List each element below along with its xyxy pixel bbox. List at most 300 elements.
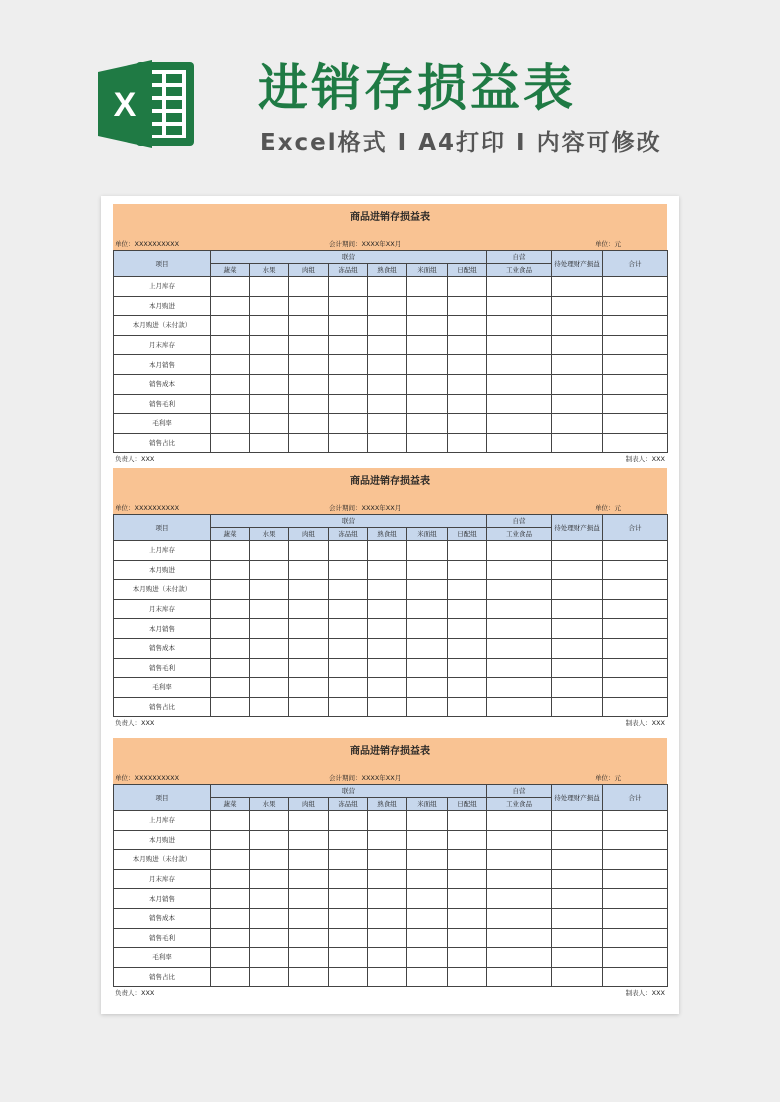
table-cell[interactable] (487, 335, 552, 355)
table-cell[interactable] (289, 869, 329, 889)
table-cell[interactable] (329, 296, 368, 316)
table-cell[interactable] (211, 697, 250, 717)
table-cell[interactable] (250, 394, 289, 414)
table-cell[interactable] (487, 869, 552, 889)
currency-label: 单位：元 (595, 774, 621, 782)
table-cell[interactable] (603, 296, 668, 316)
table-cell[interactable] (487, 967, 552, 987)
table-cell[interactable] (289, 541, 329, 561)
table-cell[interactable] (448, 599, 487, 619)
table-cell[interactable] (289, 394, 329, 414)
table-cell[interactable] (368, 394, 407, 414)
table-cell[interactable] (603, 374, 668, 394)
row-label: 销售占比 (114, 697, 211, 717)
table-row (114, 658, 668, 678)
table-cell[interactable] (250, 948, 289, 968)
table-cell[interactable] (552, 541, 603, 561)
table-cell[interactable] (289, 967, 329, 987)
table-cell[interactable] (329, 433, 368, 453)
table-cell[interactable] (407, 658, 448, 678)
table-cell[interactable] (552, 889, 603, 909)
table-cell[interactable] (211, 830, 250, 850)
column-header-joint-sub: 日配组 (448, 798, 487, 811)
column-header-pending: 待处理财产损益 (552, 515, 603, 541)
table-cell[interactable] (289, 889, 329, 909)
table-cell[interactable] (289, 355, 329, 375)
table-cell[interactable] (289, 296, 329, 316)
table-cell[interactable] (603, 638, 668, 658)
table-cell[interactable] (368, 355, 407, 375)
table-cell[interactable] (407, 599, 448, 619)
table-cell[interactable] (603, 335, 668, 355)
table-cell[interactable] (552, 316, 603, 336)
table-row (114, 908, 668, 928)
column-header-joint-sub: 水果 (250, 528, 289, 541)
table-cell[interactable] (407, 541, 448, 561)
unit-label: 单位：XXXXXXXXXX (115, 774, 180, 782)
column-header-joint-sub: 米面组 (407, 264, 448, 277)
table-cell[interactable] (289, 928, 329, 948)
table-cell[interactable] (603, 277, 668, 297)
table-cell[interactable] (211, 658, 250, 678)
table-cell[interactable] (487, 374, 552, 394)
table-cell[interactable] (603, 599, 668, 619)
preparer-label: 制表人：XXX (625, 719, 665, 728)
table-cell[interactable] (250, 967, 289, 987)
table-cell[interactable] (487, 811, 552, 831)
table-cell[interactable] (250, 658, 289, 678)
table-cell[interactable] (329, 619, 368, 639)
table-cell[interactable] (552, 830, 603, 850)
table-cell[interactable] (368, 335, 407, 355)
table-cell[interactable] (329, 580, 368, 600)
statement-table (113, 514, 668, 717)
table-cell[interactable] (603, 619, 668, 639)
table-cell[interactable] (448, 541, 487, 561)
table-cell[interactable] (211, 277, 250, 297)
table-cell[interactable] (487, 678, 552, 698)
table-cell[interactable] (448, 928, 487, 948)
table-cell[interactable] (250, 619, 289, 639)
column-header-joint-sub: 肉组 (289, 528, 329, 541)
table-cell[interactable] (329, 394, 368, 414)
table-cell[interactable] (407, 697, 448, 717)
table-cell[interactable] (448, 658, 487, 678)
table-cell[interactable] (407, 908, 448, 928)
table-cell[interactable] (368, 619, 407, 639)
table-cell[interactable] (329, 908, 368, 928)
table-cell[interactable] (250, 580, 289, 600)
table-cell[interactable] (603, 433, 668, 453)
table-cell[interactable] (407, 638, 448, 658)
table-cell[interactable] (603, 560, 668, 580)
table-cell[interactable] (603, 541, 668, 561)
table-cell[interactable] (289, 335, 329, 355)
table-cell[interactable] (407, 619, 448, 639)
table-cell[interactable] (368, 414, 407, 434)
table-cell[interactable] (407, 928, 448, 948)
table-cell[interactable] (603, 355, 668, 375)
table-cell[interactable] (329, 697, 368, 717)
table-cell[interactable] (211, 560, 250, 580)
table-cell[interactable] (552, 697, 603, 717)
table-cell[interactable] (448, 580, 487, 600)
table-cell[interactable] (211, 541, 250, 561)
table-cell[interactable] (552, 335, 603, 355)
table-cell[interactable] (603, 889, 668, 909)
column-header-pending: 待处理财产损益 (552, 251, 603, 277)
table-cell[interactable] (487, 599, 552, 619)
table-cell[interactable] (407, 830, 448, 850)
table-cell[interactable] (448, 889, 487, 909)
table-cell[interactable] (211, 678, 250, 698)
table-cell[interactable] (289, 414, 329, 434)
table-cell[interactable] (552, 869, 603, 889)
table-cell[interactable] (603, 414, 668, 434)
table-cell[interactable] (448, 433, 487, 453)
table-row (114, 889, 668, 909)
table-cell[interactable] (211, 580, 250, 600)
table-cell[interactable] (211, 967, 250, 987)
table-cell[interactable] (487, 394, 552, 414)
table-row (114, 316, 668, 336)
table-cell[interactable] (329, 541, 368, 561)
table-cell[interactable] (603, 580, 668, 600)
table-cell[interactable] (250, 697, 289, 717)
table-cell[interactable] (448, 697, 487, 717)
table-cell[interactable] (487, 316, 552, 336)
table-cell[interactable] (368, 811, 407, 831)
table-cell[interactable] (407, 869, 448, 889)
table-cell[interactable] (368, 638, 407, 658)
table-cell[interactable] (368, 889, 407, 909)
table-cell[interactable] (250, 638, 289, 658)
table-cell[interactable] (407, 335, 448, 355)
column-header-item: 项目 (114, 251, 211, 277)
table-cell[interactable] (329, 869, 368, 889)
table-cell[interactable] (329, 830, 368, 850)
table-cell[interactable] (552, 908, 603, 928)
table-cell[interactable] (250, 560, 289, 580)
table-cell[interactable] (487, 638, 552, 658)
table-cell[interactable] (448, 414, 487, 434)
table-cell[interactable] (487, 580, 552, 600)
table-cell[interactable] (329, 316, 368, 336)
table-cell[interactable] (448, 335, 487, 355)
column-header-total: 合计 (603, 515, 668, 541)
table-cell[interactable] (448, 869, 487, 889)
table-cell[interactable] (552, 967, 603, 987)
table-cell[interactable] (407, 580, 448, 600)
table-cell[interactable] (368, 948, 407, 968)
table-cell[interactable] (448, 811, 487, 831)
table-cell[interactable] (407, 414, 448, 434)
table-cell[interactable] (487, 433, 552, 453)
table-cell[interactable] (407, 948, 448, 968)
table-cell[interactable] (289, 678, 329, 698)
column-header-total: 合计 (603, 251, 668, 277)
table-cell[interactable] (603, 697, 668, 717)
table-cell[interactable] (211, 433, 250, 453)
table-cell[interactable] (448, 296, 487, 316)
table-cell[interactable] (329, 928, 368, 948)
table-cell[interactable] (289, 811, 329, 831)
table-cell[interactable] (552, 948, 603, 968)
table-cell[interactable] (289, 948, 329, 968)
table-cell[interactable] (250, 374, 289, 394)
table-cell[interactable] (448, 316, 487, 336)
table-cell[interactable] (289, 374, 329, 394)
table-cell[interactable] (368, 599, 407, 619)
table-cell[interactable] (552, 560, 603, 580)
table-cell[interactable] (329, 638, 368, 658)
table-cell[interactable] (329, 414, 368, 434)
table-cell[interactable] (368, 541, 407, 561)
table-cell[interactable] (552, 678, 603, 698)
table-cell[interactable] (368, 830, 407, 850)
table-cell[interactable] (603, 811, 668, 831)
table-cell[interactable] (552, 296, 603, 316)
table-cell[interactable] (603, 869, 668, 889)
column-header-joint-sub: 冻品组 (329, 798, 368, 811)
table-cell[interactable] (368, 928, 407, 948)
table-cell[interactable] (487, 889, 552, 909)
table-cell[interactable] (211, 811, 250, 831)
table-row (114, 599, 668, 619)
table-cell[interactable] (603, 678, 668, 698)
table-cell[interactable] (552, 638, 603, 658)
table-cell[interactable] (368, 580, 407, 600)
table-cell[interactable] (289, 697, 329, 717)
table-cell[interactable] (368, 869, 407, 889)
table-cell[interactable] (211, 928, 250, 948)
table-cell[interactable] (329, 967, 368, 987)
table-cell[interactable] (368, 908, 407, 928)
table-cell[interactable] (289, 316, 329, 336)
table-cell[interactable] (250, 869, 289, 889)
table-cell[interactable] (289, 433, 329, 453)
table-cell[interactable] (407, 967, 448, 987)
table-cell[interactable] (289, 638, 329, 658)
table-cell[interactable] (603, 850, 668, 870)
table-cell[interactable] (368, 967, 407, 987)
table-cell[interactable] (448, 908, 487, 928)
table-cell[interactable] (250, 678, 289, 698)
table-cell[interactable] (487, 928, 552, 948)
table-cell[interactable] (250, 908, 289, 928)
table-cell[interactable] (329, 850, 368, 870)
table-cell[interactable] (250, 928, 289, 948)
table-cell[interactable] (289, 850, 329, 870)
table-cell[interactable] (329, 277, 368, 297)
table-cell[interactable] (603, 394, 668, 414)
table-cell[interactable] (250, 296, 289, 316)
table-cell[interactable] (250, 277, 289, 297)
table-cell[interactable] (211, 394, 250, 414)
table-cell[interactable] (448, 948, 487, 968)
table-cell[interactable] (487, 560, 552, 580)
table-cell[interactable] (603, 316, 668, 336)
table-cell[interactable] (407, 433, 448, 453)
table-cell[interactable] (407, 889, 448, 909)
table-cell[interactable] (211, 869, 250, 889)
table-cell[interactable] (250, 414, 289, 434)
table-cell[interactable] (407, 678, 448, 698)
table-cell[interactable] (487, 850, 552, 870)
table-cell[interactable] (552, 658, 603, 678)
table-cell[interactable] (250, 811, 289, 831)
table-cell[interactable] (211, 948, 250, 968)
table-cell[interactable] (250, 830, 289, 850)
table-cell[interactable] (487, 908, 552, 928)
table-cell[interactable] (552, 277, 603, 297)
table-cell[interactable] (368, 433, 407, 453)
table-cell[interactable] (368, 678, 407, 698)
table-cell[interactable] (211, 908, 250, 928)
table-cell[interactable] (329, 811, 368, 831)
table-cell[interactable] (250, 599, 289, 619)
table-cell[interactable] (329, 948, 368, 968)
table-cell[interactable] (329, 658, 368, 678)
table-cell[interactable] (407, 316, 448, 336)
table-cell[interactable] (368, 850, 407, 870)
table-cell[interactable] (603, 830, 668, 850)
table-cell[interactable] (448, 830, 487, 850)
table-cell[interactable] (448, 560, 487, 580)
table-cell[interactable] (211, 889, 250, 909)
table-cell[interactable] (487, 296, 552, 316)
table-cell[interactable] (250, 316, 289, 336)
table-cell[interactable] (487, 541, 552, 561)
table-cell[interactable] (487, 355, 552, 375)
table-cell[interactable] (329, 678, 368, 698)
table-cell[interactable] (487, 948, 552, 968)
table-cell[interactable] (289, 908, 329, 928)
table-cell[interactable] (211, 599, 250, 619)
table-cell[interactable] (329, 355, 368, 375)
table-cell[interactable] (329, 560, 368, 580)
table-cell[interactable] (250, 335, 289, 355)
table-cell[interactable] (603, 967, 668, 987)
table-cell[interactable] (552, 374, 603, 394)
table-cell[interactable] (448, 678, 487, 698)
table-cell[interactable] (552, 928, 603, 948)
table-cell[interactable] (329, 889, 368, 909)
table-cell[interactable] (211, 619, 250, 639)
table-cell[interactable] (289, 658, 329, 678)
table-cell[interactable] (211, 414, 250, 434)
table-cell[interactable] (552, 433, 603, 453)
table-cell[interactable] (211, 374, 250, 394)
table-cell[interactable] (211, 335, 250, 355)
table-cell[interactable] (368, 658, 407, 678)
column-header-self-sub: 工业食品 (487, 528, 552, 541)
table-cell[interactable] (603, 928, 668, 948)
table-cell[interactable] (250, 541, 289, 561)
table-cell[interactable] (487, 277, 552, 297)
table-cell[interactable] (289, 830, 329, 850)
table-cell[interactable] (368, 560, 407, 580)
row-label: 月末库存 (114, 869, 211, 889)
table-cell[interactable] (407, 355, 448, 375)
table-cell[interactable] (448, 355, 487, 375)
column-header-item: 项目 (114, 515, 211, 541)
table-cell[interactable] (407, 811, 448, 831)
table-cell[interactable] (552, 811, 603, 831)
table-cell[interactable] (250, 433, 289, 453)
table-cell[interactable] (552, 355, 603, 375)
table-cell[interactable] (407, 850, 448, 870)
table-cell[interactable] (289, 599, 329, 619)
table-cell[interactable] (250, 850, 289, 870)
table-cell[interactable] (211, 850, 250, 870)
table-cell[interactable] (407, 277, 448, 297)
table-cell[interactable] (448, 638, 487, 658)
table-cell[interactable] (552, 619, 603, 639)
table-cell[interactable] (250, 355, 289, 375)
table-cell[interactable] (552, 394, 603, 414)
table-cell[interactable] (368, 374, 407, 394)
table-cell[interactable] (368, 277, 407, 297)
column-header-self: 自营 (487, 785, 552, 798)
table-cell[interactable] (487, 697, 552, 717)
table-cell[interactable] (487, 658, 552, 678)
table-cell[interactable] (211, 638, 250, 658)
table-cell[interactable] (329, 599, 368, 619)
table-cell[interactable] (552, 414, 603, 434)
table-cell[interactable] (448, 374, 487, 394)
table-cell[interactable] (552, 599, 603, 619)
table-cell[interactable] (407, 560, 448, 580)
table-cell[interactable] (329, 335, 368, 355)
table-cell[interactable] (368, 697, 407, 717)
unit-label: 单位：XXXXXXXXXX (115, 504, 180, 512)
column-header-joint-sub: 米面组 (407, 798, 448, 811)
table-cell[interactable] (289, 277, 329, 297)
table-cell[interactable] (603, 908, 668, 928)
table-cell[interactable] (448, 619, 487, 639)
table-cell[interactable] (407, 394, 448, 414)
table-cell[interactable] (487, 414, 552, 434)
table-cell[interactable] (211, 355, 250, 375)
table-cell[interactable] (289, 560, 329, 580)
table-cell[interactable] (552, 580, 603, 600)
table-cell[interactable] (603, 948, 668, 968)
table-cell[interactable] (250, 889, 289, 909)
table-cell[interactable] (603, 658, 668, 678)
table-cell[interactable] (448, 394, 487, 414)
table-cell[interactable] (211, 316, 250, 336)
table-cell[interactable] (407, 296, 448, 316)
table-cell[interactable] (329, 374, 368, 394)
table-cell[interactable] (448, 277, 487, 297)
table-cell[interactable] (487, 619, 552, 639)
table-cell[interactable] (289, 619, 329, 639)
table-cell[interactable] (552, 850, 603, 870)
table-cell[interactable] (368, 316, 407, 336)
table-cell[interactable] (211, 296, 250, 316)
table-cell[interactable] (289, 580, 329, 600)
row-label: 本月销售 (114, 889, 211, 909)
period-label: 会计期间：XXXX年XX月 (329, 774, 402, 782)
period-label: 会计期间：XXXX年XX月 (329, 504, 402, 512)
table-cell[interactable] (368, 296, 407, 316)
table-cell[interactable] (407, 374, 448, 394)
table-cell[interactable] (487, 830, 552, 850)
sheet-footer (113, 717, 667, 729)
table-cell[interactable] (448, 967, 487, 987)
table-cell[interactable] (448, 850, 487, 870)
